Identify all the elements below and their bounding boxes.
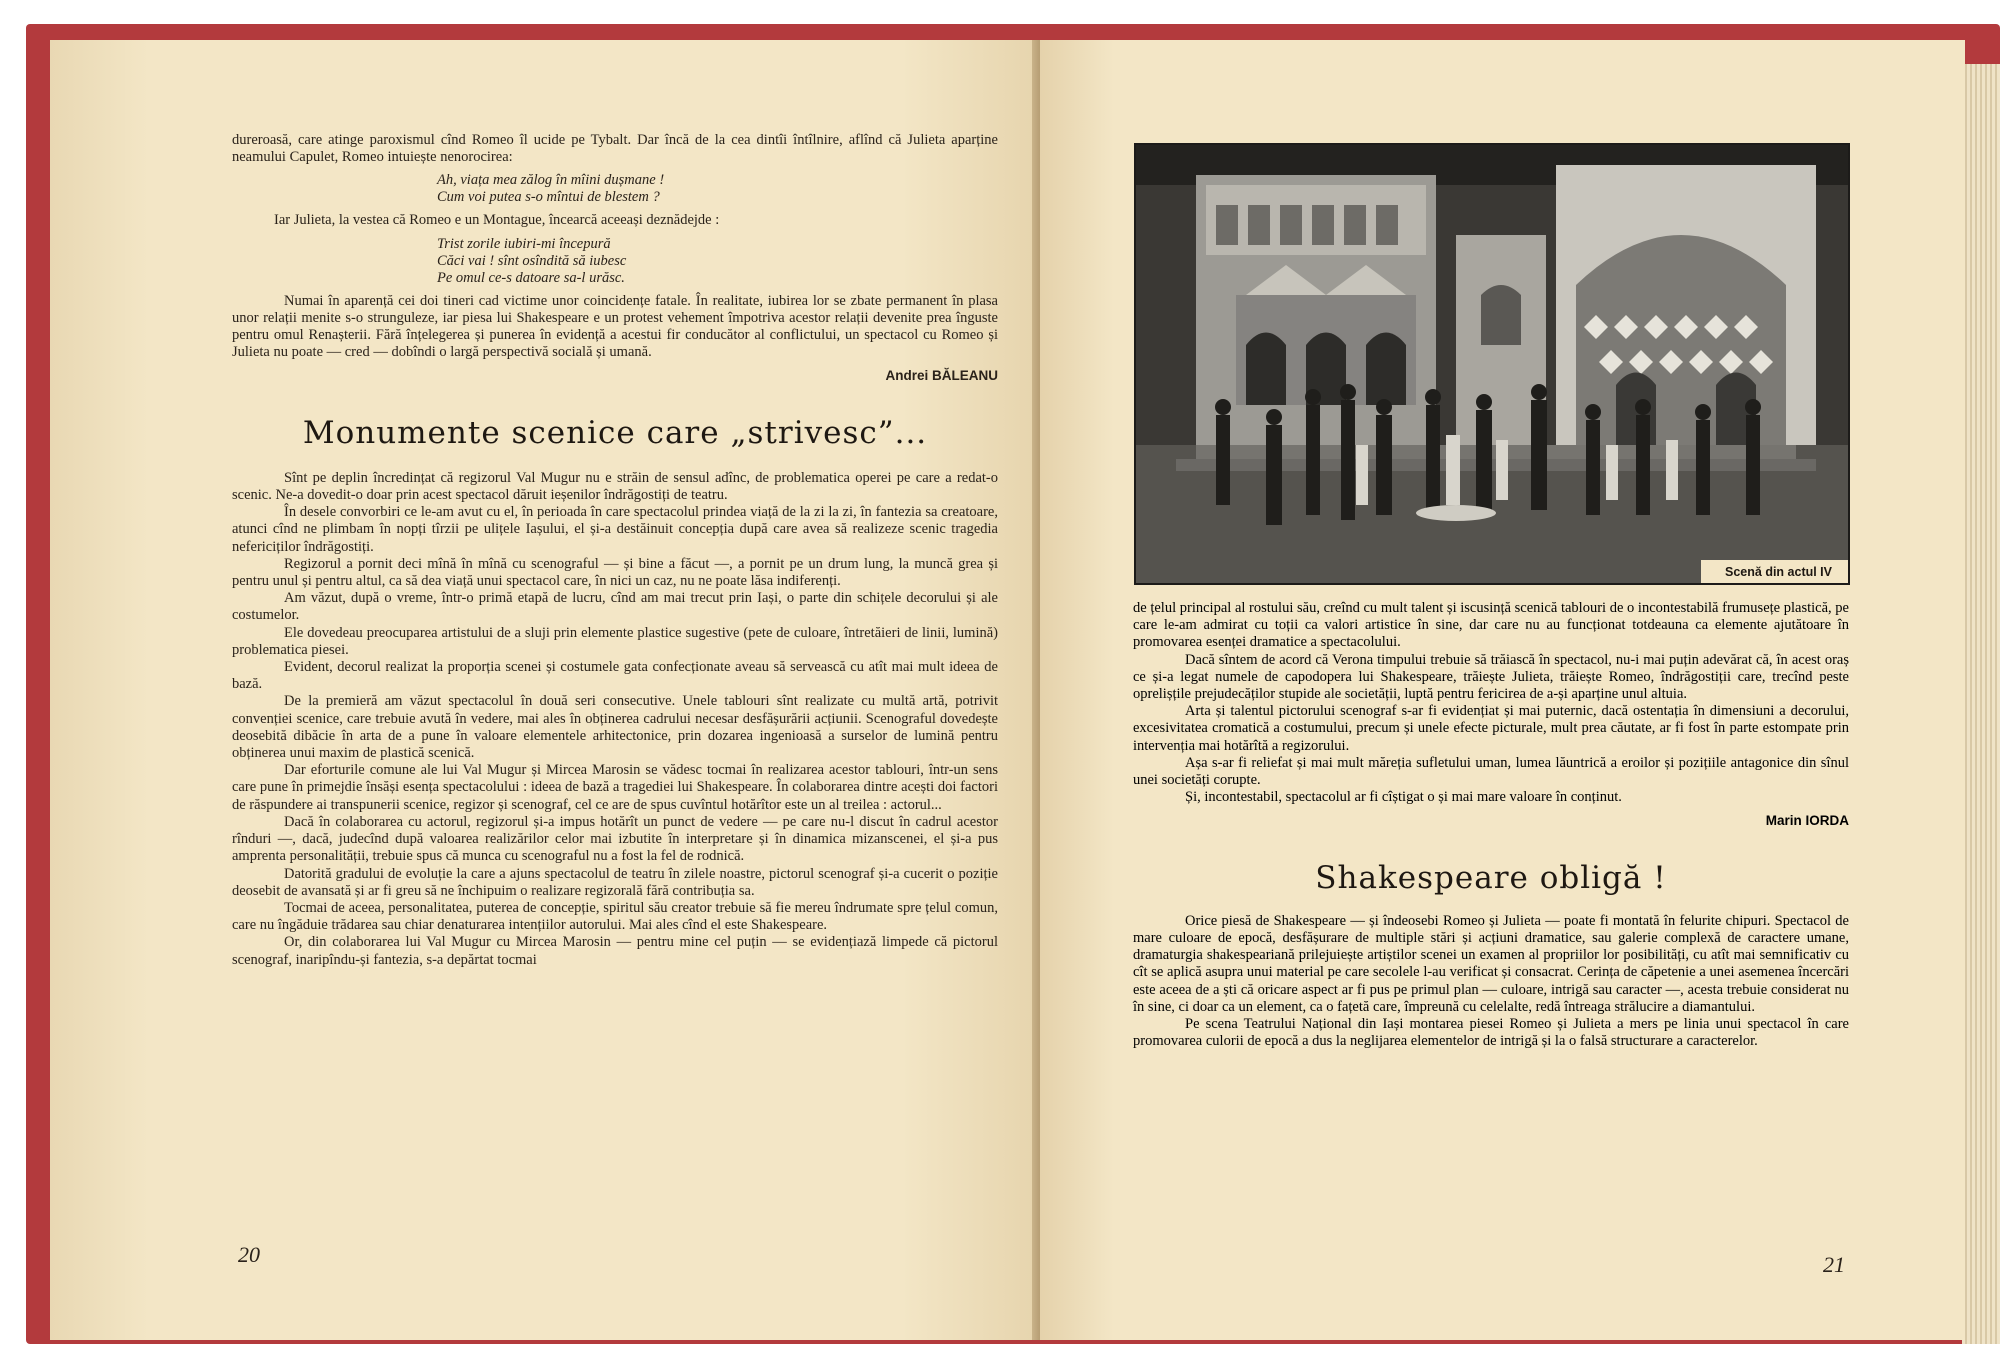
verse-romeo (437, 172, 998, 206)
continuation-paragraph: Și, incontestabil, spectacolul ar fi cîștigat o și mai mare valoare în conținut. (1185, 789, 1622, 806)
article-paragraph: Evident, decorul realizat la proporția scenei și costumele gata confecționate aveau să servească cu atît mai mult ideea de bază. (232, 659, 998, 693)
final-paragraph: Orice piesă de Shakespeare — și îndeosebi Romeo și Julieta — poate fi montată în felurite chipuri. Spectacol de mare culoare de epocă, desfășurare de multiple stări și acțiuni dramatice, sau galerie complexă de caractere umane, dramaturgia shakespeariană prilejuiește artiștilor scenei un examen al propriilor lor posibilități, cu atît mai semnificativ cu cît se aplică asupra unui material pe care secolele l-au verificat și consacrat. Cerința de căpetenie a unei asemenea încercări este aceea de a ști că oricare aspect ar fi pus pe primul plan — culoare, intrigă sau caracter —, acesta trebuie considerat nu în sine, ci doar ca un element, ca o fațetă care, împreună cu celelalte, redă întreaga strălucire a diamantului. (1133, 912, 1849, 1015)
left-page (50, 40, 1040, 1340)
stage-photo (1134, 143, 1850, 585)
verse-julieta (437, 236, 998, 287)
verse-line: Trist zorile iubiri-mi începură (437, 235, 611, 252)
article-paragraph: Regizorul a pornit deci mînă în mînă cu scenograful — și bine a făcut —, a pornit pe un drum lung, la muncă grea și pentru unul și pentru altul, ca să dea viață unui spectacol care, în nici un caz, nu ne poate lăsa indiferenți. (232, 555, 998, 590)
article-paragraph: Am văzut, după o vreme, într-o primă etapă de lucru, cînd am mai trecut prin Iași, o parte din schițele decorului și ale costumelor. (232, 590, 998, 624)
article-paragraph: Or, din colaborarea lui Val Mugur cu Mircea Marosin — pentru mine cel puțin — se evidențiază limpede că pictorul scenograf, inaripîndu-și fantezia, s-a depărtat tocmai (232, 934, 998, 968)
article-paragraph: Sînt pe deplin încredințat că regizorul Val Mugur nu e străin de sensul adînc, de problematica operei pe care a redat-o scenic. Ne-a dovedit-o doar prin acest spectacol dăruit ieșenilor îndrăgostiți de teatru. (232, 469, 998, 504)
article-heading: Shakespeare obligă ! (1315, 859, 1667, 896)
stage-scene-image (1136, 145, 1848, 583)
continuation-paragraph: Așa s-ar fi reliefat și mai mult măreția sufletului uman, lumea lăuntrică a eroilor și pozițiile antagonice din sînul unei societăți corupte. (1133, 754, 1849, 789)
author-signature: Andrei BĂLEANU (885, 368, 998, 384)
page-edges (1962, 64, 2000, 1344)
page-number-left: 20 (238, 1242, 260, 1267)
article-paragraph: Tocmai de aceea, personalitatea, puterea de concepție, spiritul său creator trebuie să fie mereu îndrumate spre țelul comun, care nu îngăduie trădarea sau chiar denaturarea intențiilor autorului. Mai ales cînd el este Shakespeare. (232, 899, 998, 934)
article-paragraph: Datorită gradului de evoluție la care a ajuns spectacolul de teatru în zilele noastre, pictorul scenograf și-a cucerit o poziție deosebit de avansată și ar fi greu să ne închipuim o realizare regizorală fără contribuția sa. (232, 865, 998, 899)
continuation-paragraph: Arta și talentul pictorului scenograf s-ar fi evidențiat și mai puternic, dacă ostentația în dimensiuni a decorului, excesivitatea cromatică a costumului, precum și unele efecte picturale, mult prea căutate, ar fi fost în parte estompate prin intervenția mai hotărîtă a regizorului. (1133, 703, 1849, 754)
julieta-line: Iar Julieta, la vestea că Romeo e un Montague, încearcă aceeași deznădejde : (274, 212, 720, 229)
verse-line: Cum voi putea s-o mîntui de blestem ? (437, 189, 660, 206)
author-signature: Marin IORDA (1765, 813, 1849, 829)
verse-line: Ah, viața mea zălog în mîini dușmane ! (437, 172, 665, 189)
continuation-paragraph: de țelul principal al rostului său, creînd cu mult talent și iscusință scenică tablouri de o incontestabilă frumusețe plastică, pe care le-am admirat cu toții ca valori artistice în sine, dar care nu au funcționat totdeauna ca elemente ajutătoare în promovarea esenței dramatice a spectacolului. (1133, 600, 1849, 651)
article-paragraph: Ele dovedeau preocuparea artistului de a sluji prin elemente plastice sugestive (pete de culoare, întretăieri de linii, lumină) problematica piesei. (232, 624, 998, 658)
article-heading: Monumente scenice care „strivesc”... (302, 414, 928, 451)
right-page-text (1133, 600, 1849, 1050)
final-paragraph: Pe scena Teatrului Național din Iași montarea piesei Romeo și Julieta a mers pe linia unui spectacol în care promovarea culorii de epocă a dus la neglijarea elementelor de intrigă și la o falsă structurare a caracterelor. (1133, 1016, 1849, 1050)
verse-line: Căci vai ! sînt osîndită să iubesc (437, 252, 627, 269)
intro-paragraph: dureroasă, care atinge paroxismul cînd Romeo îl ucide pe Tybalt. Dar încă de la cea dintîi întîlnire, aflînd că Julieta aparține neamului Capulet, Romeo intuiește nenorocirea: (232, 132, 998, 166)
closing-paragraph: Numai în aparență cei doi tineri cad victime unor coincidențe fatale. În realitate, iubirea lor se zbate permanent în plasa unor relații menite s-o strunguleze, iar piesa lui Shakespeare e un protest vehement împotriva acestor relații devenite prea înguste pentru omul Renașterii. Fără înțelegerea și punerea în evidență a acestui fir conducător al conflictului, un spectacol cu Romeo și Julieta nu poate — cred — dobîndi o largă perspectivă socială și umană. (232, 292, 998, 361)
article-paragraph: Dacă în colaborarea cu actorul, regizorul și-a impus hotărît un punct de vedere — pe care nu-l discut în cadrul acestor rînduri —, dacă, judecînd după valoarea realizărilor celor mai izbutite în interpretare și în dinamica mizanscenei, el și-a pus amprenta personalității, trebuie spus că munca cu scenograful nu a fost la fel de rodnică. (232, 813, 998, 865)
continuation-paragraph: Dacă sîntem de acord că Verona timpului trebuie să trăiască în spectacol, nu-i mai puțin adevărat că, în acest oraș ce și-a legat numele de capodopera lui Shakespeare, trăiește Julieta, trăiește Romeo, îndrăgostiții care, trecînd peste oprelișțile prejudecăților stupide ale societății, luptă pentru fericirea de a-și aparține unul altuia. (1133, 651, 1849, 703)
left-page-text (232, 132, 998, 969)
article-paragraph: De la premieră am văzut spectacolul în două seri consecutive. Unele tablouri sînt realizate cu multă artă, potrivit convenției scenice, care trebuie avută în vedere, mai ales în obținerea cadrului necesar desfășurării acțiunii. Scenograful dovedește deosebită dibăcie în arta de a pune în valoare elementele arhitectonice, prin dozarea ingenioasă a surselor de lumină pentru obținerea unui maxim de plastică scenică. (232, 693, 998, 762)
page-number-right: 21 (1823, 1252, 1845, 1277)
article-paragraph: Dar eforturile comune ale lui Val Mugur și Mircea Marosin se vădesc tocmai în realizarea acestor tablouri, într-un sens care pune în primejdie însăși esența spectacolului : ideea de bază a tragediei lui Shakespeare. În colaborarea dintre acești doi factori de răspundere ai transpunerii scenice, regizor și scenograf, cel ce are de spus cuvîntul hotărîtor este un al treilea : actorul... (232, 762, 998, 813)
photo-caption: Scenă din actul IV (1701, 560, 1848, 583)
verse-line: Pe omul ce-s datoare sa-l urăsc. (437, 269, 625, 286)
article-paragraph: În desele convorbiri ce le-am avut cu el, în perioada în care spectacolul prindea viață de la zi la zi, în fantezia sa creatoare, atunci cînd ne plimbam în nopți tîrzii pe ulițele Iașului, el și-a destăinuit concepția după care avea să realizeze scenic tragedia nefericiților îndrăgostiți. (232, 504, 998, 555)
